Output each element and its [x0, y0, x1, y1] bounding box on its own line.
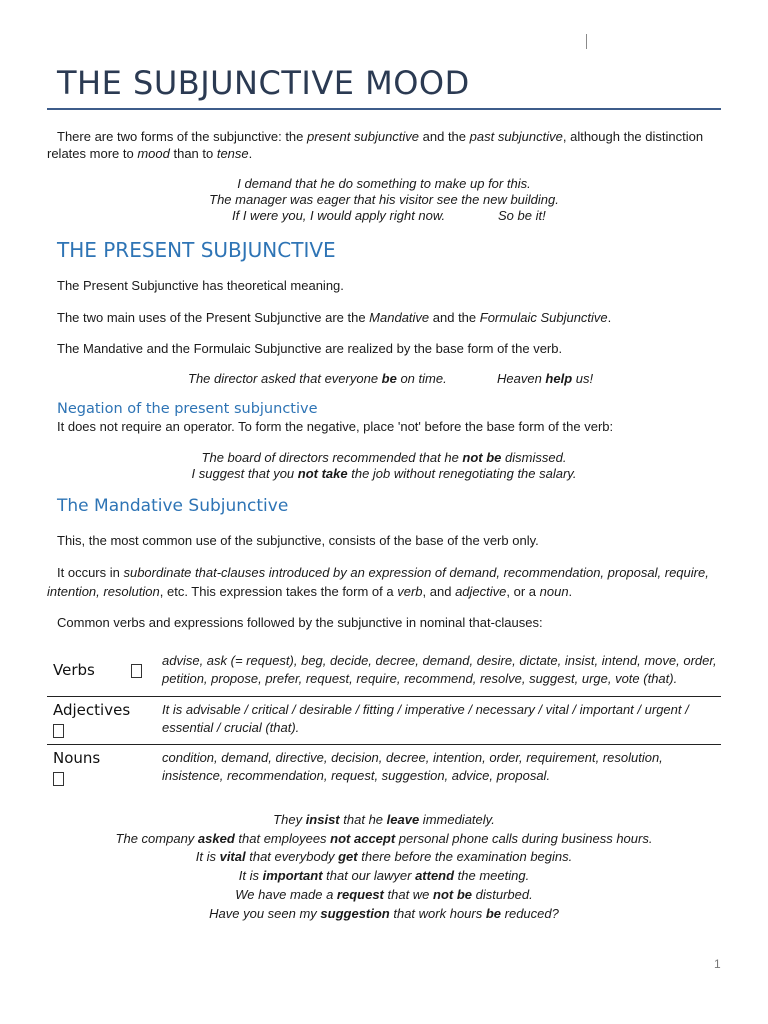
final-example-6: Have you seen my suggestion that work hours be reduced?	[209, 906, 559, 921]
negation-example-2: I suggest that you not take the job without renegotiating the salary.	[191, 466, 577, 481]
table-row-text: advise, ask (= request), beg, decide, decree, demand, desire, dictate, insist, intend, move, order, petition, propose, prefer, request, require, recommend, resolve, suggest, urge, vote (that).	[162, 653, 717, 686]
present-paragraph-3: The Mandative and the Formulaic Subjunctive are realized by the base form of the verb.	[57, 341, 563, 356]
table-row	[47, 696, 721, 744]
table-row-label: Adjectives	[53, 700, 130, 740]
bullet-icon	[53, 772, 64, 786]
title-underline	[47, 108, 721, 110]
table-row	[47, 648, 721, 696]
present-example-1: The director asked that everyone be on time.	[188, 371, 447, 386]
table-row-text: condition, demand, directive, decision, decree, intention, order, requirement, resolution, insistence, recommendation, request, suggestion, advice, proposal.	[162, 750, 663, 783]
mandative-paragraph-1: This, the most common use of the subjunctive, consists of the base of the verb only.	[57, 533, 539, 548]
table-row	[47, 744, 721, 793]
final-example-5: We have made a request that we not be disturbed.	[235, 887, 533, 902]
table-row-label: Nouns	[53, 748, 100, 788]
intro-paragraph: There are two forms of the subjunctive: the present subjunctive and the past subjunctive, although the distinction relates more to mood than to tense.	[47, 129, 704, 161]
table-row-label: Verbs	[53, 661, 142, 679]
section-heading-present: THE PRESENT SUBJUNCTIVE	[57, 238, 336, 262]
final-example-1: They insist that he leave immediately.	[273, 812, 495, 827]
table-row-text: It is advisable / critical / desirable / fitting / imperative / necessary / vital / important / urgent / essential / crucial (that).	[162, 702, 689, 735]
present-paragraph-1: The Present Subjunctive has theoretical meaning.	[57, 278, 344, 293]
negation-paragraph: It does not require an operator. To form the negative, place 'not' before the base form of the verb:	[57, 419, 614, 434]
mandative-paragraph-3: Common verbs and expressions followed by the subjunctive in nominal that-clauses:	[57, 615, 543, 630]
intro-example-1: I demand that he do something to make up for this.	[237, 176, 531, 191]
final-example-3: It is vital that everybody get there before the examination begins.	[195, 849, 573, 864]
bullet-icon	[131, 664, 142, 678]
section-heading-negation: Negation of the present subjunctive	[57, 401, 318, 417]
intro-example-3: If I were you, I would apply right now.	[232, 208, 446, 223]
page-title: THE SUBJUNCTIVE MOOD	[57, 64, 470, 102]
intro-example-2: The manager was eager that his visitor see the new building.	[209, 192, 559, 207]
page-number: 1	[714, 957, 721, 971]
section-heading-mandative: The Mandative Subjunctive	[57, 496, 289, 516]
text-cursor	[586, 34, 587, 49]
present-example-2: Heaven help us!	[497, 371, 594, 386]
intro-example-4: So be it!	[498, 208, 546, 223]
final-example-4: It is important that our lawyer attend the meeting.	[238, 868, 530, 883]
present-paragraph-2: The two main uses of the Present Subjunctive are the Mandative and the Formulaic Subjunctive.	[57, 310, 612, 325]
subjunctive-table	[47, 648, 721, 793]
negation-example-1: The board of directors recommended that he not be dismissed.	[201, 450, 567, 465]
final-example-2: The company asked that employees not accept personal phone calls during business hours.	[115, 831, 653, 846]
bullet-icon	[53, 724, 64, 738]
mandative-paragraph-2: It occurs in subordinate that-clauses introduced by an expression of demand, recommendation, proposal, require, intention, resolution, etc. This expression takes the form of a verb, and adjective, or a noun.	[47, 565, 709, 599]
